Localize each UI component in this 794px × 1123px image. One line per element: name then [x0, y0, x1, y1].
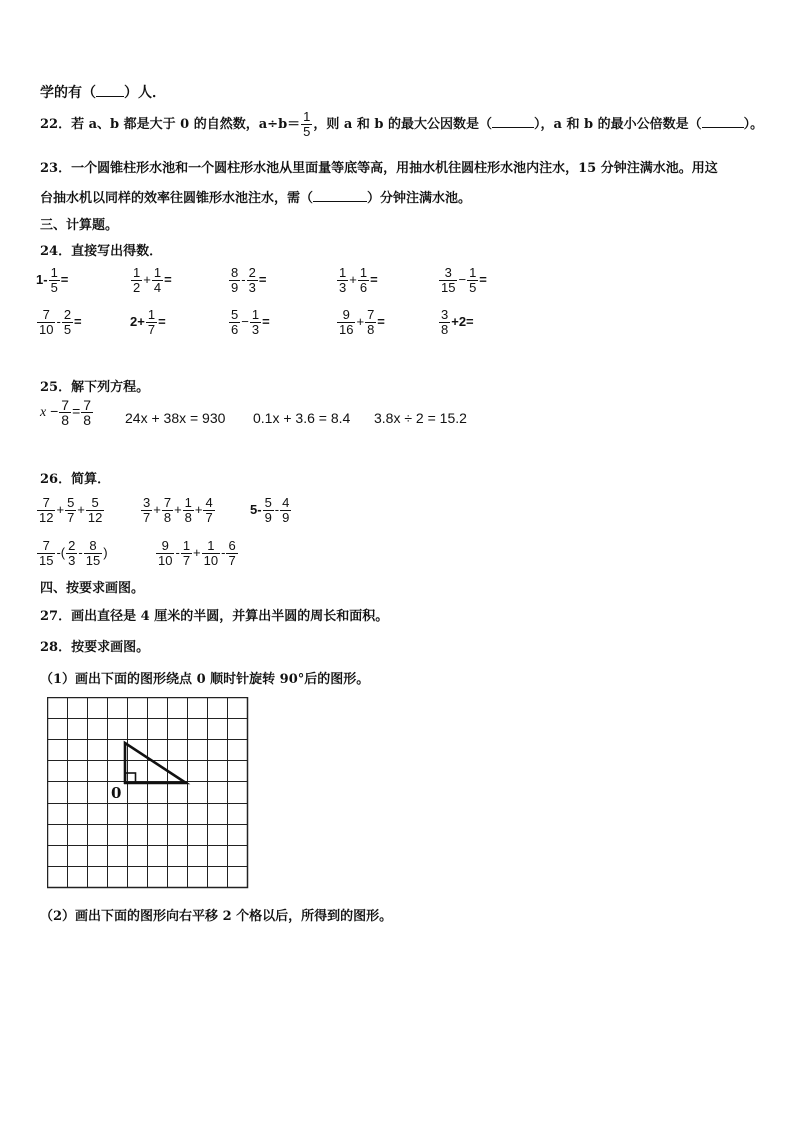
- section-4-heading: 四、按要求画图。: [40, 581, 145, 596]
- fraction: $\frac{1}{8}$: [184, 495, 192, 525]
- question-22: 22．若 a、b 都是大于 0 的自然数，a÷b＝ $\frac{1}{5}$ ，则 a 和 b 的最大公因数是（ ），a 和 b 的最小公倍数是（ ）。: [40, 109, 764, 139]
- fraction: $\frac{4}{9}$: [282, 495, 290, 525]
- equation-4: 3.8x ÷ 2 = 15.2: [374, 410, 467, 426]
- mental-math-item: $\frac{7}{10}$ - $\frac{2}{5}$ =: [39, 307, 82, 337]
- q21-tail: 学的有（ ）人．: [40, 85, 166, 101]
- fraction: $\frac{1}{4}$: [153, 265, 162, 295]
- question-27: 27．画出直径是 4 厘米的半圆，并算出半圆的周长和面积。: [40, 609, 389, 624]
- question-24-title: 24．直接写出得数．: [40, 244, 163, 259]
- fraction: $\frac{5}{7}$: [67, 495, 75, 525]
- mental-math-item: $\frac{9}{16}$ + $\frac{7}{8}$ =: [339, 307, 385, 337]
- fraction: $\frac{3}{7}$: [143, 495, 151, 525]
- fraction: $\frac{4}{7}$: [205, 495, 213, 525]
- fraction: $\frac{9}{10}$: [158, 538, 173, 568]
- mental-math-item: $\frac{1}{3}$ + $\frac{1}{6}$ =: [339, 265, 378, 295]
- fraction: $\frac{3}{8}$: [441, 307, 449, 337]
- fraction: $\frac{1}{10}$: [203, 538, 219, 568]
- fraction: $\frac{7}{10}$: [39, 307, 54, 337]
- mental-math-item: $\frac{5}{6}$ − $\frac{1}{3}$ =: [231, 307, 270, 337]
- mental-math-item: $\frac{8}{9}$ - $\frac{2}{3}$ =: [231, 265, 267, 295]
- simplify-expr-2: $\frac{3}{7}$ + $\frac{7}{8}$ + $\frac{1}{8}$ + $\frac{4}{7}$: [143, 495, 213, 525]
- fraction: $\frac{2}{3}$: [248, 265, 256, 295]
- fraction: $\frac{6}{7}$: [228, 538, 236, 568]
- equation-3: 0.1x + 3.6 = 8.4: [253, 410, 351, 426]
- fraction: $\frac{1}{6}$: [359, 265, 368, 295]
- grid-lines: [47, 697, 247, 887]
- equation-1: x − $\frac{7}{8}$ = $\frac{7}{8}$: [40, 397, 92, 428]
- fraction: $\frac{1}{7}$: [182, 538, 191, 568]
- question-28-part-2: （2）画出下面的图形向右平移 2 个格以后，所得到的图形。: [40, 909, 393, 924]
- simplify-expr-1: $\frac{7}{12}$ + $\frac{5}{7}$ + $\frac{5}{12}$: [39, 495, 103, 525]
- right-triangle: [125, 743, 186, 783]
- fraction: $\frac{3}{15}$: [441, 265, 456, 295]
- question-23-line2: 台抽水机以同样的效率往圆锥形水池注水，需（ ）分钟注满水池。: [40, 191, 472, 206]
- fraction: $\frac{2}{5}$: [63, 307, 72, 337]
- fraction: $\frac{8}{9}$: [231, 265, 239, 295]
- fraction: $\frac{1}{3}$: [251, 307, 260, 337]
- mental-math-item: 1- $\frac{1}{5}$ =: [36, 265, 69, 295]
- fraction: $\frac{1}{5}$: [469, 265, 477, 295]
- fraction: $\frac{9}{16}$: [339, 307, 354, 337]
- fraction: $\frac{5}{6}$: [231, 307, 239, 337]
- mental-math-item: $\frac{3}{8}$ +2=: [441, 307, 474, 337]
- fraction: $\frac{5}{9}$: [264, 495, 272, 525]
- section-3-heading: 三、计算题。: [40, 218, 119, 233]
- mental-math-item: $\frac{3}{15}$ − $\frac{1}{5}$ =: [441, 265, 487, 295]
- fraction: $\frac{1}{7}$: [147, 307, 156, 337]
- mental-math-item: 2+ $\frac{1}{7}$ =: [130, 307, 166, 337]
- fraction: $\frac{1}{5}$: [50, 265, 58, 295]
- question-26-title: 26．简算．: [40, 472, 111, 487]
- simplify-expr-4: $\frac{7}{15}$ -( $\frac{2}{3}$ - $\frac{8}{15}$ ): [39, 538, 108, 568]
- point-o-label: 0: [111, 784, 122, 802]
- fraction: $\frac{1}{5}$: [303, 109, 311, 139]
- simplify-expr-3: 5- $\frac{5}{9}$ - $\frac{4}{9}$: [250, 495, 290, 525]
- question-28: 28．按要求画图。: [40, 640, 150, 655]
- fraction: $\frac{7}{8}$: [163, 495, 172, 525]
- mental-math-item: $\frac{1}{2}$ + $\frac{1}{4}$ =: [133, 265, 172, 295]
- equation-2: 24x + 38x = 930: [125, 410, 226, 426]
- fraction: $\frac{7}{12}$: [39, 495, 54, 525]
- question-23-line1: 23．一个圆锥柱形水池和一个圆柱形水池从里面量等底等高，用抽水机往圆柱形水池内注水，15 分钟注满水池。用这: [40, 161, 718, 176]
- fraction: $\frac{5}{12}$: [87, 495, 103, 525]
- fraction: $\frac{1}{2}$: [133, 265, 141, 295]
- fraction: $\frac{1}{3}$: [339, 265, 347, 295]
- question-25-title: 25．解下列方程。: [40, 380, 150, 395]
- fraction: $\frac{7}{8}$: [367, 307, 375, 337]
- question-28-part-1: （1）画出下面的图形绕点 0 顺时针旋转 90°后的图形。: [40, 672, 370, 687]
- grid-figure: [47, 697, 251, 889]
- simplify-expr-5: $\frac{9}{10}$ - $\frac{1}{7}$ + $\frac{1}{10}$ - $\frac{6}{7}$: [158, 538, 236, 568]
